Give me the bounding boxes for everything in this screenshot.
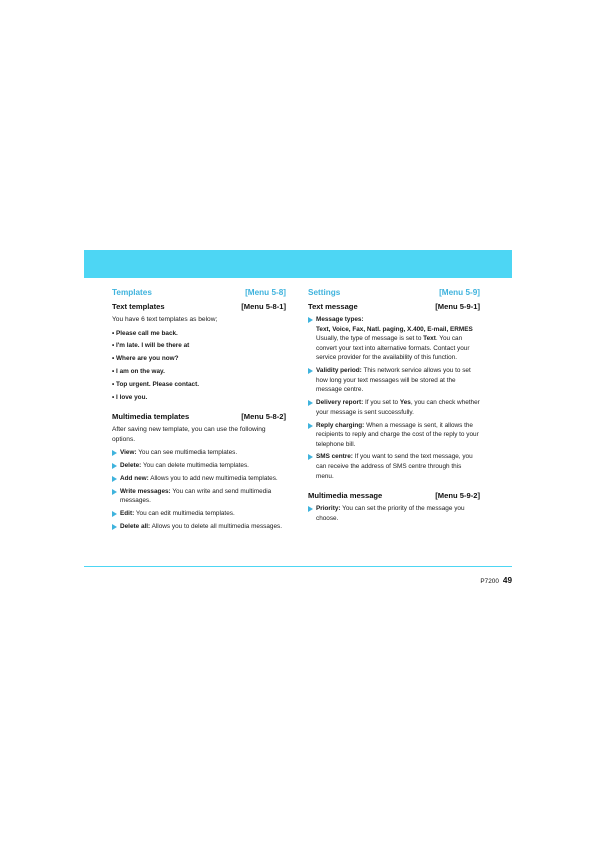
model-name: P7200: [480, 578, 499, 585]
left-column: [112, 288, 286, 535]
triangle-arrow-icon: [308, 454, 313, 460]
option-text: If you set to: [363, 399, 400, 407]
option-item: [112, 522, 286, 532]
template-item: • I'm late. I will be there at: [112, 342, 190, 350]
section-title: Settings: [308, 288, 341, 297]
subsection-menu-code: [Menu 5-9-1]: [435, 302, 480, 311]
option-value: Yes: [399, 399, 411, 407]
option-label: Validity period:: [316, 367, 362, 375]
text-message-header: [308, 302, 480, 311]
option-label: Write messages:: [120, 487, 171, 495]
template-item: • I love you.: [112, 393, 148, 401]
template-item: • Top urgent. Please contact.: [112, 380, 199, 388]
multimedia-templates-header: [112, 412, 286, 421]
option-item: [308, 398, 480, 417]
option-item: [308, 452, 480, 481]
right-column: [308, 288, 480, 527]
subsection-menu-code: [Menu 5-8-2]: [241, 412, 286, 422]
option-label: Edit:: [120, 510, 135, 518]
subsection-title: Multimedia templates: [112, 412, 190, 422]
text-templates-header: [112, 302, 286, 311]
template-item: • I am on the way.: [112, 367, 165, 375]
multimedia-message-header: [308, 491, 480, 500]
triangle-arrow-icon: [308, 506, 313, 512]
section-menu-code: [Menu 5-9]: [439, 288, 480, 297]
option-text: You can see multimedia templates.: [136, 449, 238, 457]
option-item: [308, 315, 480, 363]
option-item: [308, 421, 480, 450]
subsection-title: Text templates: [112, 302, 165, 311]
subsection-title: Text message: [308, 302, 358, 311]
page-number: 49: [502, 576, 512, 585]
option-label: Message types:: [316, 316, 364, 323]
option-label: View:: [120, 449, 137, 457]
option-text: This network service allows you to set how long your text messages will be stored at the message centre.: [316, 367, 471, 394]
option-text: Allows you to add new multimedia templates.: [148, 475, 278, 483]
message-types-list: Text, Voice, Fax, Natl. paging, X.400, E-mail, ERMES: [316, 325, 473, 333]
header-band: [84, 250, 512, 278]
option-item: [112, 474, 286, 484]
triangle-arrow-icon: [308, 423, 313, 429]
triangle-arrow-icon: [112, 476, 117, 482]
option-text: You can write and send multimedia messages.: [120, 487, 272, 505]
triangle-arrow-icon: [112, 450, 117, 456]
option-label: Delivery report:: [316, 399, 364, 407]
option-value: Text: [423, 335, 436, 343]
option-text: You can edit multimedia templates.: [134, 510, 235, 518]
triangle-arrow-icon: [308, 400, 313, 406]
text-templates-intro: You have 6 text templates as below;: [112, 316, 218, 323]
section-title: Templates: [112, 288, 152, 297]
option-item: [112, 448, 286, 458]
triangle-arrow-icon: [112, 511, 117, 517]
page-footer: [446, 570, 512, 588]
template-item: • Please call me back.: [112, 329, 178, 337]
multimedia-templates-intro: After saving new template, you can use the following options.: [112, 426, 266, 443]
option-text: You can delete multimedia templates.: [141, 462, 249, 470]
template-item: • Where are you now?: [112, 355, 179, 363]
option-text: , you can check whether your message is sent successfully.: [316, 399, 480, 416]
option-label: SMS centre:: [316, 453, 353, 461]
subsection-title: Multimedia message: [308, 491, 383, 501]
option-label: Priority:: [316, 505, 341, 513]
settings-section-header: [308, 288, 480, 297]
option-item: [112, 461, 286, 471]
option-text: You can set the priority of the message you choose.: [316, 505, 465, 523]
option-label: Add new:: [120, 475, 149, 483]
option-text: When a message is sent, it allows the recipients to reply and charge the cost of the reply to your telephone bill.: [316, 421, 479, 448]
templates-section-header: [112, 288, 286, 297]
footer-rule: [84, 566, 512, 567]
section-menu-code: [Menu 5-8]: [245, 288, 286, 297]
subsection-menu-code: [Menu 5-9-2]: [435, 491, 480, 501]
option-item: [112, 487, 286, 506]
option-label: Delete:: [120, 462, 142, 470]
option-label: Delete all:: [120, 522, 151, 530]
subsection-menu-code: [Menu 5-8-1]: [241, 302, 286, 311]
triangle-arrow-icon: [112, 524, 117, 530]
option-item: [308, 504, 480, 523]
option-item: [308, 366, 480, 395]
option-label: Reply charging:: [316, 421, 365, 429]
triangle-arrow-icon: [308, 368, 313, 374]
triangle-arrow-icon: [112, 489, 117, 495]
option-text: Allows you to delete all multimedia messages.: [150, 522, 282, 530]
option-text: Usually, the type of message is set to: [316, 335, 424, 343]
triangle-arrow-icon: [308, 317, 313, 323]
triangle-arrow-icon: [112, 463, 117, 469]
option-text: . You can convert your text into alternative formats. Contact your service provider for the availability of this function.: [316, 335, 470, 362]
option-text: If you want to send the text message, you can receive the address of SMS centre through this menu.: [316, 453, 473, 480]
option-item: [112, 509, 286, 519]
